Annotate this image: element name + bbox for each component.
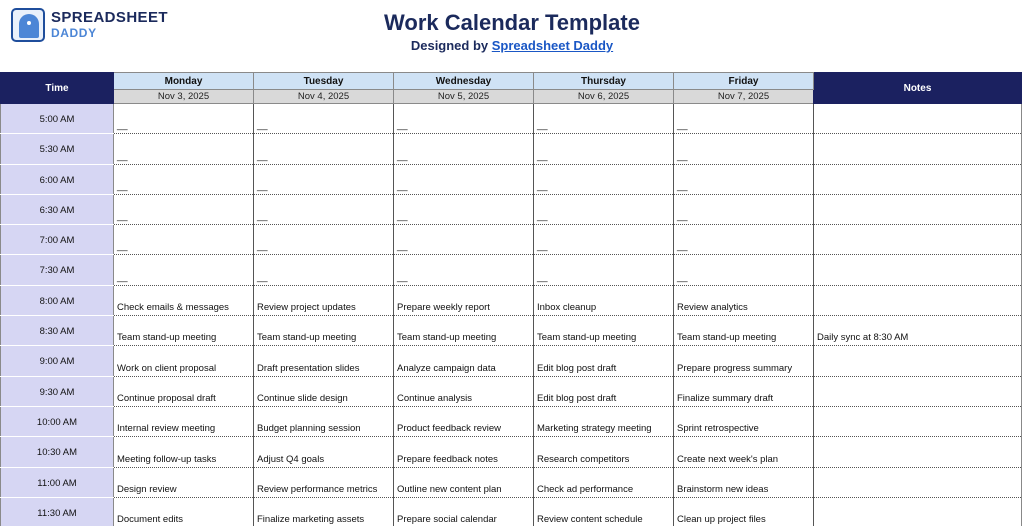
subtitle-prefix: Designed by [410,38,489,53]
day-header-monday: Monday [114,73,254,90]
notes-cell[interactable] [814,225,1022,255]
schedule-cell[interactable]: Document edits [114,497,254,526]
schedule-cell[interactable]: __ [114,225,254,255]
schedule-cell[interactable]: Finalize marketing assets [254,497,394,526]
notes-cell[interactable] [814,285,1022,315]
day-header-wednesday: Wednesday [394,73,534,90]
day-header-thursday: Thursday [534,73,674,90]
time-slot-label: 8:30 AM [1,316,114,346]
schedule-cell[interactable]: __ [394,134,534,164]
schedule-cell[interactable]: __ [534,225,674,255]
schedule-cell[interactable]: __ [114,104,254,134]
schedule-cell[interactable]: Edit blog post draft [534,376,674,406]
time-slot-label: 11:30 AM [1,497,114,526]
schedule-cell[interactable]: Team stand-up meeting [394,316,534,346]
schedule-cell[interactable]: Continue proposal draft [114,376,254,406]
schedule-cell[interactable]: Prepare weekly report [394,285,534,315]
schedule-cell[interactable]: Meeting follow-up tasks [114,437,254,467]
schedule-cell[interactable]: __ [254,134,394,164]
schedule-cell[interactable]: Brainstorm new ideas [674,467,814,497]
schedule-cell[interactable]: __ [534,255,674,285]
date-monday: Nov 3, 2025 [114,90,254,104]
time-slot-label: 5:00 AM [1,104,114,134]
notes-cell[interactable] [814,497,1022,526]
page-subtitle [0,38,1024,53]
schedule-cell[interactable]: Check emails & messages [114,285,254,315]
time-slot-row [1,164,1022,194]
schedule-cell[interactable]: Team stand-up meeting [114,316,254,346]
brand-line-2: DADDY [51,26,97,40]
time-slot-label: 10:00 AM [1,406,114,436]
date-friday: Nov 7, 2025 [674,90,814,104]
schedule-cell[interactable]: Prepare social calendar [394,497,534,526]
notes-cell[interactable] [814,376,1022,406]
schedule-cell[interactable]: __ [114,255,254,285]
schedule-cell[interactable]: Sprint retrospective [674,406,814,436]
time-slot-label: 6:00 AM [1,164,114,194]
time-slot-row [1,104,1022,134]
notes-cell[interactable] [814,467,1022,497]
calendar-body [1,104,1022,526]
time-slot-label: 9:00 AM [1,346,114,376]
schedule-cell[interactable]: __ [674,225,814,255]
time-slot-label: 7:00 AM [1,225,114,255]
schedule-cell[interactable]: __ [674,134,814,164]
time-slot-row [1,406,1022,436]
schedule-cell[interactable]: Adjust Q4 goals [254,437,394,467]
schedule-cell[interactable]: Team stand-up meeting [674,316,814,346]
time-slot-row [1,285,1022,315]
time-slot-row [1,225,1022,255]
time-column-header: Time [1,73,114,104]
time-slot-row [1,497,1022,526]
day-header-tuesday: Tuesday [254,73,394,90]
schedule-cell[interactable]: Continue analysis [394,376,534,406]
schedule-cell[interactable]: Analyze campaign data [394,346,534,376]
schedule-cell[interactable]: __ [394,225,534,255]
date-thursday: Nov 6, 2025 [534,90,674,104]
time-slot-label: 6:30 AM [1,194,114,224]
schedule-cell[interactable]: Prepare feedback notes [394,437,534,467]
brand-line-1: SPREADSHEET [51,9,168,26]
schedule-cell[interactable]: Inbox cleanup [534,285,674,315]
time-slot-row [1,194,1022,224]
schedule-cell[interactable]: __ [114,134,254,164]
schedule-cell[interactable]: __ [254,104,394,134]
schedule-cell[interactable]: Create next week's plan [674,437,814,467]
time-slot-label: 11:00 AM [1,467,114,497]
schedule-cell[interactable]: __ [674,104,814,134]
schedule-cell[interactable]: Edit blog post draft [534,346,674,376]
time-slot-row [1,437,1022,467]
time-slot-label: 10:30 AM [1,437,114,467]
calendar-grid [0,72,1022,526]
schedule-cell[interactable]: __ [254,194,394,224]
schedule-cell[interactable]: Review performance metrics [254,467,394,497]
notes-cell[interactable] [814,255,1022,285]
schedule-cell[interactable]: __ [534,134,674,164]
time-slot-row [1,255,1022,285]
schedule-cell[interactable]: __ [254,225,394,255]
time-slot-row [1,346,1022,376]
schedule-cell[interactable]: __ [114,194,254,224]
notes-cell[interactable] [814,104,1022,134]
date-tuesday: Nov 4, 2025 [254,90,394,104]
schedule-cell[interactable]: Check ad performance [534,467,674,497]
schedule-cell[interactable]: Team stand-up meeting [534,316,674,346]
notes-cell[interactable] [814,406,1022,436]
schedule-cell[interactable]: Review project updates [254,285,394,315]
notes-cell[interactable] [814,164,1022,194]
schedule-cell[interactable]: __ [534,104,674,134]
time-slot-row [1,376,1022,406]
schedule-cell[interactable]: Draft presentation slides [254,346,394,376]
notes-cell[interactable]: Daily sync at 8:30 AM [814,316,1022,346]
page-title: Work Calendar Template [384,10,640,35]
notes-cell[interactable] [814,346,1022,376]
notes-cell[interactable] [814,194,1022,224]
schedule-cell[interactable]: Team stand-up meeting [254,316,394,346]
schedule-cell[interactable]: __ [394,194,534,224]
schedule-cell[interactable]: Clean up project files [674,497,814,526]
designer-link[interactable]: Spreadsheet Daddy [491,38,614,53]
time-slot-row [1,316,1022,346]
time-slot-row [1,134,1022,164]
schedule-cell[interactable]: __ [254,164,394,194]
schedule-cell[interactable]: __ [394,164,534,194]
schedule-cell[interactable]: Marketing strategy meeting [534,406,674,436]
time-slot-label: 7:30 AM [1,255,114,285]
date-wednesday: Nov 5, 2025 [394,90,534,104]
schedule-cell[interactable]: __ [534,194,674,224]
schedule-cell[interactable]: __ [674,255,814,285]
notes-column-header: Notes [814,73,1022,104]
time-slot-label: 8:00 AM [1,285,114,315]
notes-cell[interactable] [814,134,1022,164]
schedule-cell[interactable]: Outline new content plan [394,467,534,497]
schedule-cell[interactable]: __ [254,255,394,285]
schedule-cell[interactable]: Product feedback review [394,406,534,436]
schedule-cell[interactable]: Design review [114,467,254,497]
schedule-cell[interactable]: Work on client proposal [114,346,254,376]
time-slot-label: 5:30 AM [1,134,114,164]
schedule-cell[interactable]: __ [114,164,254,194]
day-header-friday: Friday [674,73,814,90]
notes-cell[interactable] [814,437,1022,467]
schedule-cell[interactable]: Review analytics [674,285,814,315]
schedule-cell[interactable]: Finalize summary draft [674,376,814,406]
schedule-cell[interactable]: Continue slide design [254,376,394,406]
schedule-cell[interactable]: Budget planning session [254,406,394,436]
schedule-cell[interactable]: __ [534,164,674,194]
time-slot-label: 9:30 AM [1,376,114,406]
schedule-cell[interactable]: __ [674,164,814,194]
schedule-cell[interactable]: Review content schedule [534,497,674,526]
schedule-cell[interactable]: __ [674,194,814,224]
schedule-cell[interactable]: __ [394,104,534,134]
schedule-cell[interactable]: Internal review meeting [114,406,254,436]
schedule-cell[interactable]: Research competitors [534,437,674,467]
schedule-cell[interactable]: Prepare progress summary [674,346,814,376]
page-header [0,0,1024,62]
time-slot-row [1,467,1022,497]
schedule-cell[interactable]: __ [394,255,534,285]
